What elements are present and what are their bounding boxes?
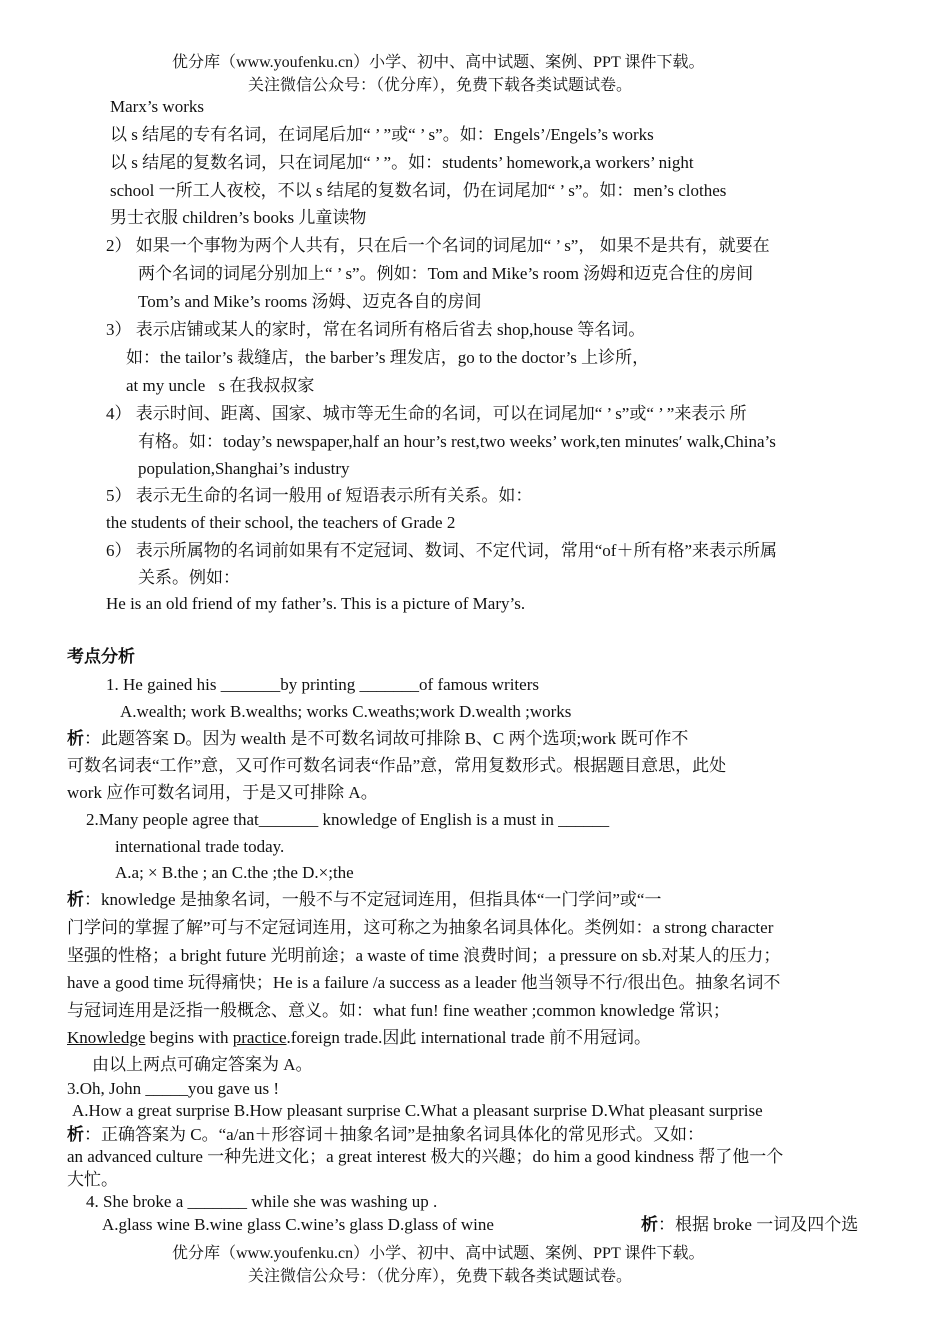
- rule-4-line-1: 4） 表示时间、距离、国家、城市等无生命的名词，可以在词尾加“ ’ s”或“ ’ ”来表示 所: [106, 404, 747, 423]
- rule-2-line-3: Tom’s and Mike’s rooms 汤姆、迈克各自的房间: [138, 292, 482, 311]
- answer-2-line-6-mid: begins with: [145, 1028, 233, 1047]
- underlined-knowledge: Knowledge: [67, 1028, 146, 1047]
- question-1: 1. He gained his _______by printing _______of famous writers: [106, 675, 539, 694]
- question-2-line-1: 2.Many people agree that_______ knowledge of English is a must in ______: [86, 810, 610, 829]
- rule-3-line-3: at my uncle s 在我叔叔家: [126, 376, 315, 395]
- answer-2-line-1: [67, 889, 661, 911]
- answer-4-text-1: ：根据 broke 一词及四个选: [658, 1215, 859, 1234]
- question-1-options: A.wealth; work B.wealths; works C.weaths;work D.wealth ;works: [120, 702, 572, 721]
- answer-4-line-1: [641, 1214, 858, 1236]
- question-3: 3.Oh, John _____you gave us !: [67, 1079, 280, 1098]
- answer-4-label: 析: [641, 1215, 658, 1234]
- answer-1-line-2: 可数名词表“工作”意，又可作可数名词表“作品”意，常用复数形式。根据题目意思，此处: [67, 756, 727, 775]
- footer-line-1: 优分库（www.youfenku.cn）小学、初中、高中试题、案例、PPT 课件下载。: [172, 1245, 705, 1262]
- rule-5-line-1: 5） 表示无生命的名词一般用 of 短语表示所有关系。如：: [106, 486, 533, 505]
- answer-2-line-2: 门学问的掌握了解”可与不定冠词连用，这可称之为抽象名词具体化。类例如：a strong character: [67, 918, 774, 937]
- rule-3-line-2: 如：the tailor’s 裁缝店，the barber’s 理发店，go to the doctor’s 上诊所，: [126, 348, 650, 367]
- rule-6-line-1: 6） 表示所属物的名词前如果有不定冠词、数词、不定代词，常用“of＋所有格”来表示所属: [106, 541, 778, 560]
- rule-4-line-3: population,Shanghai’s industry: [138, 459, 350, 478]
- section-heading: 考点分析: [67, 647, 135, 666]
- answer-1-text-1: ：此题答案 D。因为 wealth 是不可数名词故可排除 B、C 两个选项;work 既可作不: [84, 729, 689, 748]
- answer-3-text-1: ：正确答案为 C。“a/an＋形容词＋抽象名词”是抽象名词具体化的常见形式。又如：: [84, 1125, 704, 1144]
- answer-2-text-1: ：knowledge 是抽象名词，一般不与不定冠词连用，但指具体“一门学问”或“一: [84, 890, 662, 909]
- rule-4-line-2: 有格。如：today’s newspaper,half an hour’s rest,two weeks’ work,ten minutes′ walk,China’s: [138, 432, 776, 451]
- question-3-options: A.How a great surprise B.How pleasant surprise C.What a pleasant surprise D.What pleasant surprise: [72, 1101, 763, 1120]
- intro-line-1: Marx’s works: [110, 97, 204, 116]
- answer-2-line-6-end: .foreign trade.因此 international trade 前不用冠词。: [286, 1028, 651, 1047]
- intro-line-3: 以 s 结尾的复数名词，只在词尾加“ ’ ”。如：students’ homework,a workers’ night: [110, 153, 694, 172]
- intro-line-5: 男士衣服 children’s books 儿童读物: [110, 208, 367, 227]
- rule-6-line-3: He is an old friend of my father’s. This is a picture of Mary’s.: [106, 594, 526, 613]
- question-2-line-2: international trade today.: [115, 837, 285, 856]
- answer-3-label: 析: [67, 1125, 84, 1144]
- question-2-options: A.a; × B.the ; an C.the ;the D.×;the: [115, 863, 354, 882]
- answer-3-line-1: [67, 1124, 704, 1146]
- header-line-1: 优分库（www.youfenku.cn）小学、初中、高中试题、案例、PPT 课件下载。: [172, 54, 705, 71]
- rule-5-line-2: the students of their school, the teachers of Grade 2: [106, 513, 456, 532]
- footer-line-2: 关注微信公众号：（优分库），免费下载各类试题试卷。: [248, 1268, 633, 1285]
- rule-6-line-2: 关系。例如：: [138, 568, 240, 587]
- answer-1-line-1: [67, 728, 688, 750]
- intro-line-2: 以 s 结尾的专有名词，在词尾后加“ ’ ”或“ ’ s”。如：Engels’/Engels’s works: [110, 125, 654, 144]
- answer-2-line-3: 坚强的性格；a bright future 光明前途；a waste of time 浪费时间；a pressure on sb.对某人的压力；: [67, 946, 781, 965]
- rule-2-line-1: 2） 如果一个事物为两个人共有，只在后一个名词的词尾加“ ’ s”， 如果不是共有，就要在: [106, 236, 770, 255]
- answer-3-line-3: 大忙。: [67, 1170, 118, 1189]
- question-4-options: A.glass wine B.wine glass C.wine’s glass D.glass of wine: [102, 1215, 494, 1234]
- answer-2-line-5: 与冠词连用是泛指一般概念、意义。如：what fun! fine weather ;common knowledge 常识；: [67, 1001, 730, 1020]
- intro-line-4: school 一所工人夜校，不以 s 结尾的复数名词，仍在词尾加“ ’ s”。如：men’s clothes: [110, 181, 727, 200]
- answer-1-label: 析: [67, 729, 84, 748]
- rule-3-line-1: 3） 表示店铺或某人的家时，常在名词所有格后省去 shop,house 等名词。: [106, 320, 646, 339]
- answer-2-label: 析: [67, 890, 84, 909]
- answer-2-line-4: have a good time 玩得痛快；He is a failure /a success as a leader 他当领导不行/很出色。抽象名词不: [67, 973, 781, 992]
- answer-1-line-3: work 应作可数名词用，于是又可排除 A。: [67, 783, 378, 802]
- underlined-practice: practice: [232, 1028, 287, 1047]
- answer-2-conclusion: 由以上两点可确定答案为 A。: [92, 1055, 313, 1074]
- rule-2-line-2: 两个名词的词尾分别加上“ ’ s”。例如：Tom and Mike’s room 汤姆和迈克合住的房间: [138, 264, 754, 283]
- header-line-2: 关注微信公众号：（优分库），免费下载各类试题试卷。: [248, 77, 633, 94]
- question-4: 4. She broke a _______ while she was washing up .: [86, 1192, 438, 1211]
- answer-2-line-6: [67, 1027, 651, 1049]
- answer-3-line-2: an advanced culture 一种先进文化；a great interest 极大的兴趣；do him a good kindness 帮了他一个: [67, 1147, 784, 1166]
